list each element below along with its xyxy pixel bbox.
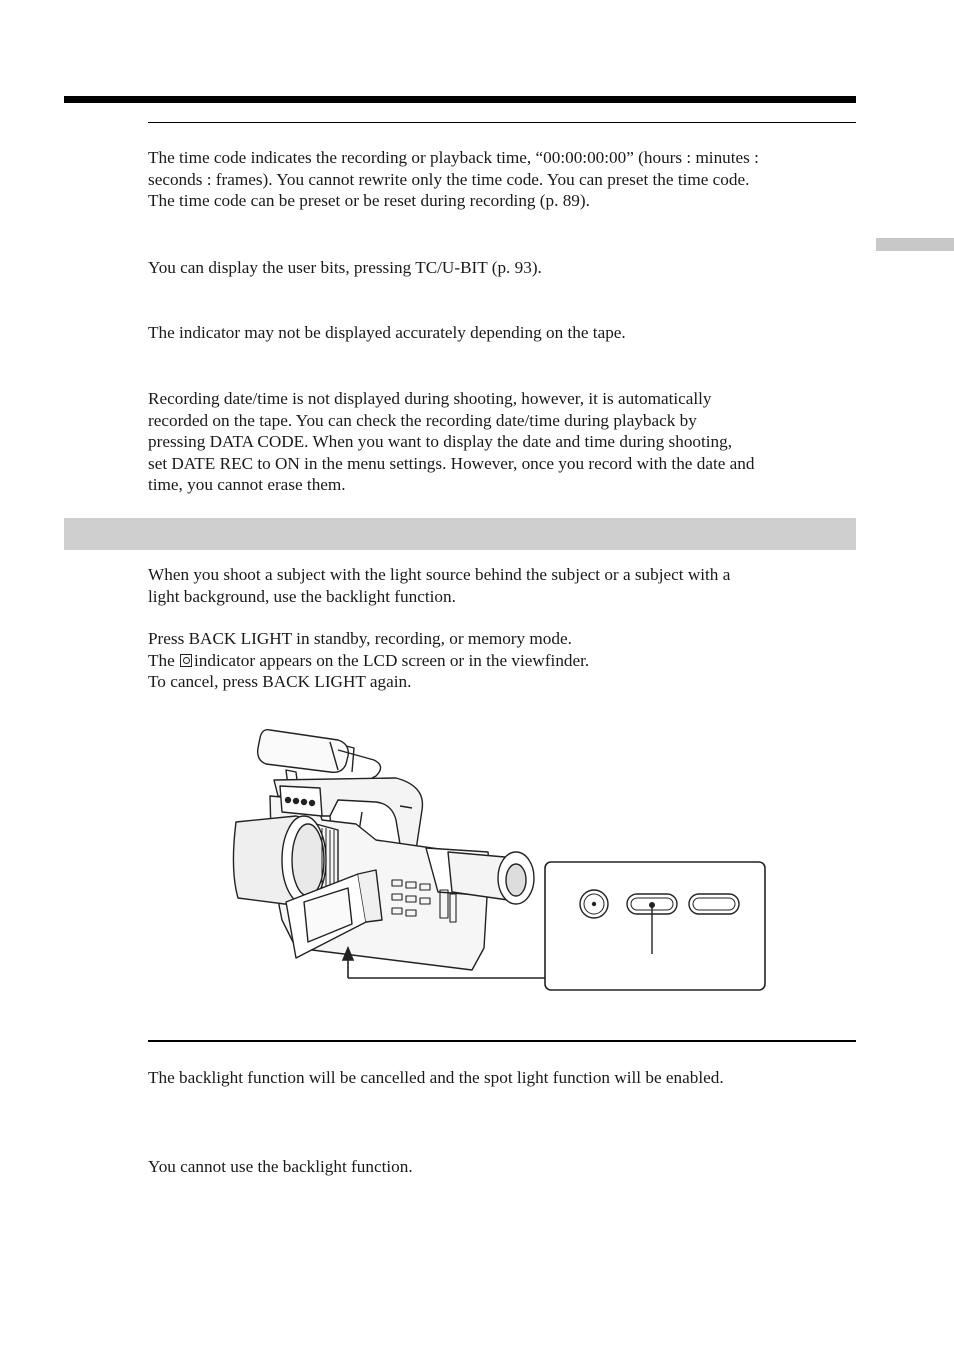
recording-date-paragraph: Recording date/time is not displayed during shooting, however, it is automatically recorded on the tape. You can check the recording date/time during playback by pressing DATA CODE. When you want to display the date and time during shooting, set DATE REC to ON in the menu settings. However, once you record with the date and time, you cannot erase them. (148, 389, 755, 495)
backlight-steps: Press BACK LIGHT in standby, recording, or memory mode. The indicator appears on the LCD screen or in the viewfinder. To cancel, press BACK LIGHT again. (148, 628, 860, 693)
microphone-icon (258, 730, 381, 778)
camcorder-illustration (226, 720, 771, 995)
section-heading-band (64, 518, 856, 550)
backlight-intro: When you shoot a subject with the light source behind the subject or a subject with a light background, use the backlight function. (148, 565, 731, 606)
time-code-paragraph: The time code indicates the recording or playback time, “00:00:00:00” (hours : minutes : seconds : frames). You cannot rewrite only the time code. You can preset the time code. The time code can be preset or be reset during recording (p. 89). (148, 148, 759, 211)
note-spotlight: The backlight function will be cancelled and the spot light function will be enabled. (148, 1068, 724, 1087)
indicator-paragraph: The indicator may not be displayed accurately depending on the tape. (148, 323, 626, 342)
indicator-line: The indicator appears on the LCD screen or in the viewfinder. (148, 650, 590, 670)
notes-rule (148, 1040, 856, 1042)
section-rule (148, 122, 856, 123)
side-tab-marker (876, 238, 954, 251)
note-cannot-use: You cannot use the backlight function. (148, 1157, 413, 1176)
button-panel-callout (545, 862, 765, 990)
backlight-icon (180, 654, 192, 667)
top-rule (64, 96, 856, 103)
user-bits-paragraph: You can display the user bits, pressing TC/U-BIT (p. 93). (148, 258, 542, 277)
